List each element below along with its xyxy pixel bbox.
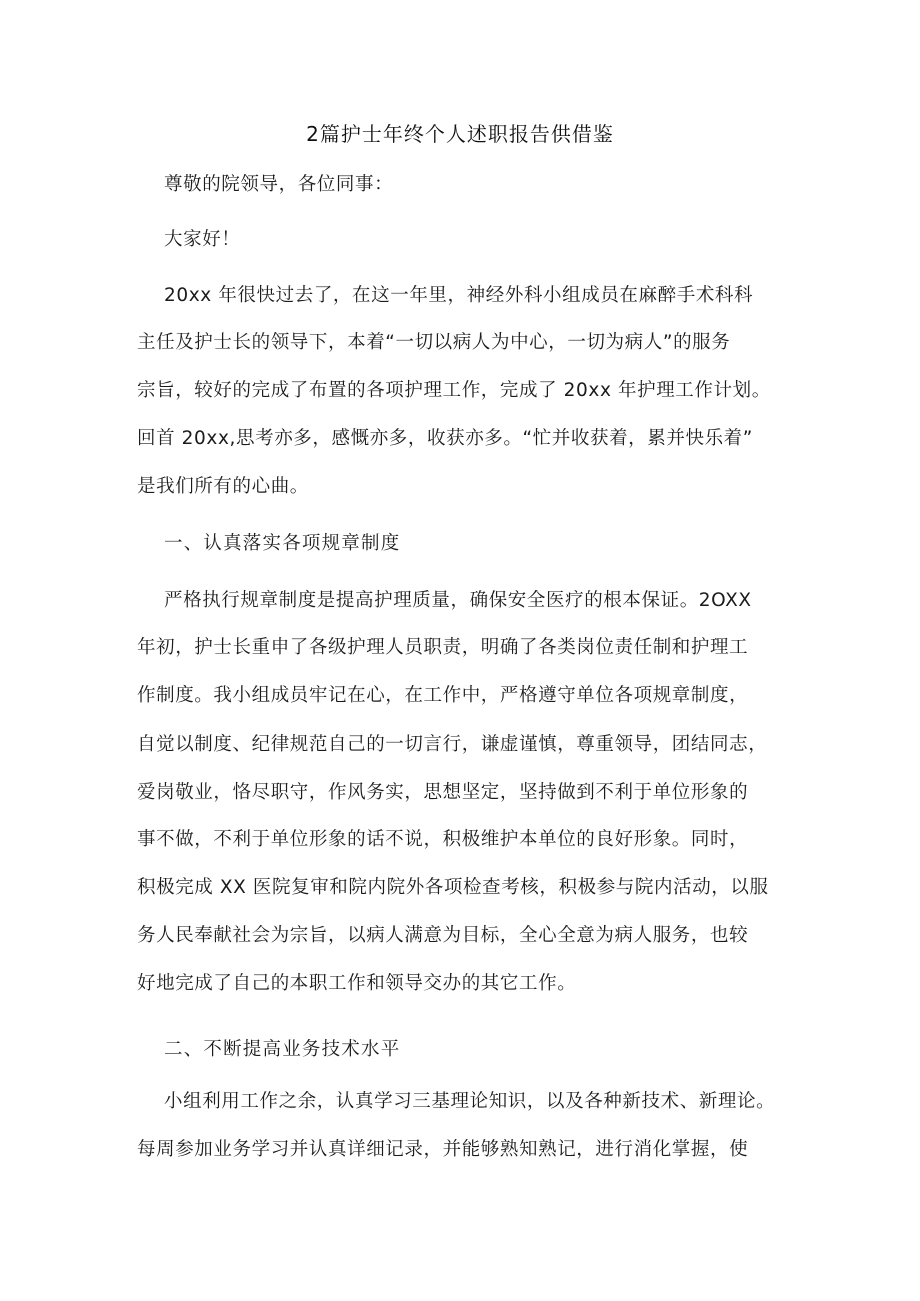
section1-line: 好地完成了自己的本职工作和领导交办的其它工作。: [137, 973, 577, 994]
section1-line: 严格执行规章制度是提高护理质量，确保安全医疗的根本保证。2OXX: [164, 590, 752, 611]
section1-line: 自觉以制度、纪律规范自己的一切言行，谦虚谨慎，尊重领导，团结同志，: [137, 734, 768, 755]
section2-line: 每周参加业务学习并认真详细记录，并能够熟知熟记，进行消化掌握，使: [137, 1139, 749, 1160]
intro-line: 20xx 年很快过去了，在这一年里，神经外科小组成员在麻醉手术科科: [164, 285, 754, 306]
intro-line: 是我们所有的心曲。: [137, 476, 309, 497]
section1-line: 年初，护士长重申了各级护理人员职责，明确了各类岗位责任制和护理工: [137, 637, 749, 658]
intro-line: 宗旨，较好的完成了布置的各项护理工作，完成了 20xx 年护理工作计划。: [137, 380, 771, 401]
section2-line: 小组利用工作之余，认真学习三基理论知识，以及各种新技术、新理论。: [164, 1091, 776, 1112]
intro-line: 主任及护士长的领导下，本着“一切以病人为中心，一切为病人”的服务: [137, 332, 731, 353]
section-heading: 一、认真落实各项规章制度: [164, 533, 401, 554]
section1-line: 爱岗敬业，恪尽职守，作风务实，思想坚定，坚持做到不利于单位形象的: [137, 782, 749, 803]
document-title: 2篇护士年终个人述职报告供借鉴: [306, 122, 614, 146]
section-heading: 二、不断提高业务技术水平: [164, 1039, 401, 1060]
section1-line: 事不做，不利于单位形象的话不说，积极维护本单位的良好形象。同时，: [137, 829, 749, 850]
section1-line: 作制度。我小组成员牢记在心，在工作中，严格遵守单位各项规章制度，: [137, 685, 749, 706]
intro-line: 回首 20xx,思考亦多，感慨亦多，收获亦多。“忙并收获着，累并快乐着”: [137, 428, 753, 449]
section1-line: 积极完成 XX 医院复审和院内院外各项检查考核，积极参与院内活动，以服: [137, 877, 769, 898]
section1-line: 务人民奉献社会为宗旨，以病人满意为目标，全心全意为病人服务，也较: [137, 925, 749, 946]
greeting: 大家好！: [164, 229, 241, 250]
salutation: 尊敬的院领导，各位同事：: [164, 174, 394, 195]
